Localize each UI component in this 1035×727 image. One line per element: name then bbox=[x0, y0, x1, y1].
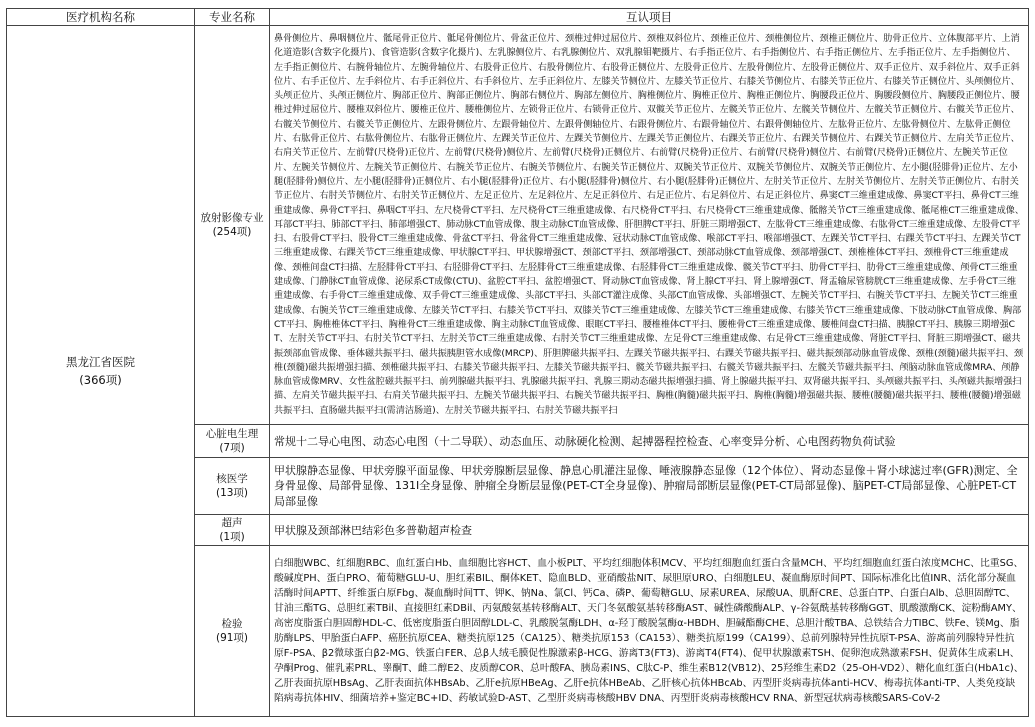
specialty-cell bbox=[195, 546, 270, 717]
institution-name: 黑龙江省医院 bbox=[66, 355, 135, 369]
header-row bbox=[7, 9, 1029, 26]
specialty-count: (13项) bbox=[215, 487, 249, 499]
specialty-count: (91项) bbox=[215, 632, 249, 644]
specialty-cell bbox=[195, 515, 270, 546]
specialty-name: 核医学 bbox=[216, 473, 248, 485]
specialty-count: (1项) bbox=[219, 531, 245, 543]
items-cell: 甲状腺及颈部淋巴结彩色多普勒超声检查 bbox=[270, 515, 1029, 546]
items-cell: 鼻骨侧位片、鼻咽侧位片、骶尾骨正位片、骶尾骨侧位片、骨盆正位片、颈椎过伸过屈位片、颈椎双斜位片、颈椎正位片、颈椎侧位片、颈椎正侧位片、肋骨正位片、立体腹部平片、上消化道造影(含数字化摄片)、食管造影(含数字化摄片)、左乳腺侧位片、右乳腺侧位片、双乳腺钼靶摄片、右手指正位片、右手指侧位片、右手指正侧位片、左手指正位片、左手指侧位片、左手指正侧位片、右腕骨轴位片、左腕骨轴位片、右股骨正位片、右股骨侧位片、右股骨正侧位片、左股骨正位片、左股骨侧位片、左股骨正侧位片、双手正位片、双手斜位片、双手正斜位片、右手正位片、左手斜位片、右手正斜位片、右手斜位片、左手正斜位片、左膝关节侧位片、左膝关节正位片、右膝关节侧位片、右膝关节正位片、右膝关节正侧位片、头颅侧位片、头颅正位片、头颅正侧位片、胸部正位片、胸部正侧位片、胸部右侧位片、胸部左侧位片、胸椎侧位片、胸椎正位片、胸椎正侧位片、胸腰段正位片、胸腰段侧位片、胸腰段正侧位片、腰椎过伸过屈位片、腰椎双斜位片、腰椎正位片、腰椎侧位片、左锁骨正位片、右锁骨正位片、双髋关节正位片、左髋关节正位片、左髋关节侧位片、左髋关节正侧位片、右髋关节正位片、右髋关节侧位片、右髋关节正侧位片、左跟骨侧位片、左跟骨轴位片、左跟骨侧轴位片、右跟骨侧位片、右跟骨轴位片、右跟骨侧轴位片、左肱骨正位片、左肱骨侧位片、左肱骨正侧位片、右肱骨正位片、右肱骨侧位片、右肱骨正侧位片、左踝关节正位片、左踝关节侧位片、左踝关节正侧位片、右踝关节正位片、右踝关节侧位片、右踝关节正侧位片、左肩关节正位片、右肩关节正位片、左前臂(尺桡骨)正位片、左前臂(尺桡骨)侧位片、左前臂(尺桡骨)正侧位片、右前臂(尺桡骨)正位片、右前臂(尺桡骨)侧位片、右前臂(尺桡骨)正侧位片、左腕关节正位片、左腕关节侧位片、左腕关节正侧位片、右腕关节正位片、右腕关节侧位片、右腕关节正侧位片、双腕关节正位片、双腕关节侧位片、双腕关节正侧位片、左小腿(胫腓骨)正位片、左小腿(胫腓骨)侧位片、左小腿(胫腓骨)正侧位片、右小腿(胫腓骨)正位片、右小腿(胫腓骨)侧位片、右小腿(胫腓骨)正侧位片、左肘关节正位片、左肘关节侧位片、左肘关节正侧位片、右肘关节正位片、右肘关节侧位片、右肘关节正侧位片、左足正位片、左足斜位片、左足正斜位片、右足正位片、右足斜位片、右足正斜位片、鼻窦CT三维重建成像、鼻窦CT平扫、鼻骨CT三维重建成像、鼻骨CT平扫、鼻咽CT平扫、左尺桡骨CT平扫、左尺桡骨CT三维重建成像、右尺桡骨CT平扫、右尺桡骨CT三维重建成像、骶髂关节CT三维重建成像、骶尾椎CT三维重建成像、耳部CT平扫、肺部CT平扫、肺部增强CT、肺动脉CT血管成像、腹主动脉CT血管成像、肝胆脾CT平扫、肝脏三期增强CT、左肱骨CT三维重建成像、右肱骨CT三维重建成像、左股骨CT平扫、右股骨CT平扫、股骨CT三维重建成像、骨盆CT平扫、骨盆骨CT三维重建成像、冠状动脉CT血管成像、喉部CT平扫、喉部增强CT、左踝关节CT平扫、右踝关节CT平扫、左踝关节CT三维重建成像、右踝关节CT三维重建成像、甲状腺CT平扫、甲状腺增强CT、颈部CT平扫、颈部增强CT、颈部动脉CT血管成像、颈部增强CT、颈椎椎体CT平扫、颈椎骨CT三维重建成像、颈椎间盘CT扫描、左胫腓骨CT平扫、右胫腓骨CT平扫、左胫腓骨CT三维重建成像、右胫腓骨CT三维重建成像、髋关节CT平扫、肋骨CT平扫、肋骨CT三维重建成像、颅骨CT三维重建成像、门静脉CT血管成像、泌尿系CT成像(CTU)、盆腔CT平扫、盆腔增强CT、肾动脉CT血管成像、肾上腺CT平扫、肾上腺增强CT、肾盂输尿管膀胱CT三维重建成像、左手骨CT三维重建成像、右手骨CT三维重建成像、双手骨CT三维重建成像、头部CT平扫、头部CT灌注成像、头部CT血管成像、头部增强CT、左腕关节CT平扫、右腕关节CT平扫、左腕关节CT三维重建成像、右腕关节CT三维重建成像、左膝关节CT平扫、右膝关节CT平扫、双膝关节CT三维重建成像、左膝关节CT三维重建成像、右膝关节CT三维重建成像、下肢动脉CT血管成像、胸部CT平扫、胸椎椎体CT平扫、胸椎骨CT三维重建成像、胸主动脉CT血管成像、眼眶CT平扫、腰椎椎体CT平扫、腰椎骨CT三维重建成像、腰椎间盘CT扫描、胰腺CT平扫、胰腺三期增强CT、左肘关节CT平扫、右肘关节CT平扫、左肘关节CT三维重建成像、右肘关节CT三维重建成像、左足骨CT三维重建成像、右足骨CT三维重建成像、肾脏CT平扫、肾脏三期增强CT、磁共振颈部血管成像、垂体磁共振平扫、磁共振胰胆管水成像(MRCP)、肝胆脾磁共振平扫、左踝关节磁共振平扫、右踝关节磁共振平扫、磁共振颈部动脉血管成像、颈椎(颈髓)磁共振平扫、颈椎(颈髓)磁共振增强扫描、颈椎磁共振平扫、右膝关节磁共振平扫、左膝关节磁共振平扫、髋关节磁共振平扫、右髋关节磁共振平扫、左髋关节磁共振平扫、颅脑动脉血管成像MRA、颅静脉血管成像MRV、女性盆腔磁共振平扫、前列腺磁共振平扫、乳腺磁共振平扫、乳腺三期动态磁共振增强扫描、肾上腺磁共振平扫、双肾磁共振平扫、头颅磁共振平扫、头颅磁共振增强扫描、左肩关节磁共振平扫、右肩关节磁共振平扫、左腕关节磁共振平扫、右腕关节磁共振平扫、胸椎(胸髓)磁共振平扫、胸椎(胸髓)增强磁共振、腰椎(腰髓)磁共振平扫、腰椎(腰髓)增强磁共振平扫、直肠磁共振平扫(需清洁肠道)、左肘关节磁共振平扫、右肘关节磁共振平扫 bbox=[270, 26, 1029, 425]
specialty-count: (254项) bbox=[212, 226, 252, 238]
mutual-recognition-table bbox=[6, 8, 1029, 717]
specialty-name: 放射影像专业 bbox=[200, 212, 264, 224]
table-row bbox=[7, 26, 1029, 425]
specialty-name: 检验 bbox=[221, 618, 243, 630]
specialty-name: 心脏电生理 bbox=[205, 428, 259, 440]
header-items: 互认项目 bbox=[270, 9, 1029, 26]
specialty-cell bbox=[195, 26, 270, 425]
items-cell: 甲状腺静态显像、甲状旁腺平面显像、甲状旁腺断层显像、静息心肌灌注显像、唾液腺静态显像（12个体位）、肾动态显像＋肾小球滤过率(GFR)测定、全身骨显像、局部骨显像、131I全身显像、肿瘤全身断层显像(PET-CT全身显像)、肿瘤局部断层显像(PET-CT局部显像)、脑PET-CT局部显像、心脏PET-CT局部显像 bbox=[270, 458, 1029, 515]
specialty-count: (7项) bbox=[219, 442, 245, 454]
items-cell: 白细胞WBC、红细胞RBC、血红蛋白Hb、血细胞比容HCT、血小板PLT、平均红细胞体积MCV、平均红细胞血红蛋白含量MCH、平均红细胞血红蛋白浓度MCHC、比重SG、酸碱度PH、蛋白PRO、葡萄糖GLU-U、胆红素BIL、酮体KET、隐血BLD、亚硝酸盐NIT、尿胆原URO、白细胞LEU、凝血酶原时间PT、国际标准化比值INR、活化部分凝血活酶时间APTT、纤维蛋白原Fbg、凝血酶时间TT、钾K、钠Na、氯Cl、钙Ca、磷P、葡萄糖GLU、尿素UREA、尿酸UA、肌酐CRE、总蛋白TP、白蛋白Alb、总胆固醇TC、甘油三酯TG、总胆红素TBil、直接胆红素DBil、丙氨酸氨基转移酶ALT、天门冬氨酸氨基转移酶AST、碱性磷酸酶ALP、γ-谷氨酰基转移酶GGT、肌酸激酶CK、淀粉酶AMY、高密度脂蛋白胆固醇HDL-C、低密度脂蛋白胆固醇LDL-C、乳酸脱氢酶LDH、α-羟丁酸脱氢酶α-HBDH、胆碱酯酶CHE、总胆汁酸TBA、总铁结合力TIBC、铁Fe、镁Mg、脂肪酶LPS、甲胎蛋白AFP、癌胚抗原CEA、糖类抗原125（CA125）、糖类抗原153（CA153）、糖类抗原199（CA199）、总前列腺特异性抗原T-PSA、游离前列腺特异性抗原F-PSA、β2微球蛋白β2-MG、铁蛋白FER、总β人绒毛膜促性腺激素β-HCG、游离T3(FT3)、游离T4(FT4)、促甲状腺激素TSH、促卵泡成熟激素FSH、促黄体生成素LH、孕酮Prog、催乳素PRL、睾酮T、雌二醇E2、皮质醇COR、总叶酸FA、胰岛素INS、C肽C-P、维生素B12(VB12)、25羟维生素D2（25-OH-VD2）、糖化血红蛋白(HbA1c)、乙肝表面抗原HBsAg、乙肝表面抗体HBsAb、乙肝e抗原HBeAg、乙肝e抗体HBeAb、乙肝核心抗体HBcAb、丙型肝炎病毒抗体anti-HCV、梅毒抗体anti-TP、人类免疫缺陷病毒抗体HIV、细菌培养+鉴定BC+ID、药敏试验D-AST、乙型肝炎病毒核酸HBV DNA、丙型肝炎病毒核酸HCV RNA、新型冠状病毒核酸SARS-CoV-2 bbox=[270, 546, 1029, 717]
specialty-name: 超声 bbox=[221, 517, 243, 529]
items-cell: 常规十二导心电图、动态心电图（十二导联）、动态血压、动脉硬化检测、起搏器程控检查、心率变异分析、心电图药物负荷试验 bbox=[270, 425, 1029, 458]
specialty-cell bbox=[195, 458, 270, 515]
header-specialty: 专业名称 bbox=[195, 9, 270, 26]
institution-cell bbox=[7, 26, 195, 717]
specialty-cell bbox=[195, 425, 270, 458]
institution-count: (366项) bbox=[79, 373, 122, 387]
header-institution: 医疗机构名称 bbox=[7, 9, 195, 26]
